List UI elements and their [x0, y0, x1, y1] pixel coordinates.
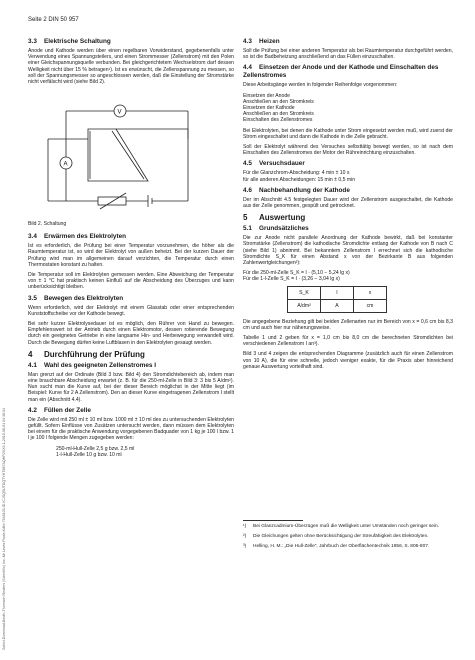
footnote-mark: ²)	[243, 533, 247, 539]
heading-4-2: 4.2 Füllen der Zelle	[28, 406, 91, 414]
step-item: Einsetzen der Kathode	[243, 105, 295, 112]
heading-5: 5 Auswertung	[243, 213, 306, 223]
footnote-mark: ¹)	[243, 524, 247, 529]
circuit-diagram	[28, 89, 234, 229]
figure-caption: Bild 2. Schaltung	[28, 221, 67, 228]
amount-line: 1-l-Hull-Zelle 10 g bzw. 10 ml	[56, 451, 122, 458]
duration-line: für alle anderen Abscheidungen: 15 min ± 0,5 min	[243, 176, 356, 183]
table-cell: S_K	[288, 286, 321, 299]
paragraph: Man grenzt auf der Ordinate (Bild 3 bzw. Bild 4) den Stromdichtebereich ab, indem man eine brauchbare Abscheidung erwartet (z. B. für die 250-ml-Zelle in Bild 3: 3 bis 5 A/dm²). Nun sucht man die Kurve auf, bei der dieser Bereich möglichst in der Mitte liegt (im Beispiel: Kurve für 2 A Zellenstrom). Den an dieser Kurve eingetragenen Zellenstrom I stellt man ein (Abschnitt 4.4).	[28, 371, 234, 403]
page-header: Seite 2 DIN 50 957	[28, 17, 79, 23]
heading-3-4: 3.4 Erwärmen des Elektrolyten	[28, 233, 127, 241]
amount-line: 250-ml-Hull-Zelle 2,5 g bzw. 2,5 ml	[56, 445, 135, 452]
circuit-figure	[28, 89, 234, 229]
paragraph: Die Temperatur soll im Elektrolyten gemessen werden. Eine Abweichung der Temperatur von ± 1 °C hat praktisch keinen Einfluß auf die Abscheidung des Überzuges und kann unberücksichtigt bleiben.	[28, 272, 234, 291]
paragraph: Wenn erforderlich, wird der Elektrolyt mit einem Glasstab oder einer entsprechenden Kunststoffscheibe vor der Kathode bewegt.	[28, 304, 234, 317]
paragraph: Die zur Anode nicht parallele Anordnung der Kathode bewirkt, daß bei konstanter Stromstärke (Zellenstrom) die kathodische Stromdichte entlang der Kathode von B nach C (siehe Bild 1) abnimmt. Bei bekanntem Zellenstrom I errechnet sich die kathodische Stromdichte S_K für einen Abstand x von der Bezirkante B aus folgenden Zahlenwertgleichungen²):	[243, 235, 453, 267]
paragraph: Anode und Kathode werden über einen regelbaren Vorwiderstand, gegebenenfalls unter Verwendung eines Spannungsteilers, und einen Strommesser (Zellenstrom) mit den Polen einer Gleichspannungsquelle verbunden. Bei gleichgerichtetem Wechselstrom darf dessen Welligkeit nicht über 15 % betragen¹). Ist es erwünscht, die Zellenspannung zu messen, so soll der Spannungsmesser so angeschlossen werden, daß die Einstellung der Stromstärke nicht verfälscht wird (siehe Bild 2).	[28, 48, 234, 86]
table-cell: A	[321, 299, 354, 312]
footnote: Die Gleichungen gelten ohne Berücksichtigung der Streufähigkeit des Elektrolyten.	[253, 533, 429, 539]
watermark-text: Sofort-Download-Beuth-Thomson Reuters (Scientific) Inc.-Mr Lewis Poole-KdNr.7548103-ID.ICJSQ5UTDQTYHTMI7AQHP2XX3.1-2015-08-01 04:38:04	[2, 407, 6, 650]
footnote-mark: ³)	[243, 543, 247, 549]
footnotes	[243, 520, 453, 553]
step-item: Einschalten des Zellenstromes	[243, 117, 313, 124]
step-list	[243, 93, 453, 124]
heading-3-3: 3.3 Elektrische Schaltung	[28, 38, 111, 45]
heading-3-5: 3.5 Bewegen des Elektrolyten	[28, 294, 124, 302]
right-column	[243, 38, 453, 374]
formula: Für die 250-ml-Zelle S_K = I · (5,10 − 5,24 lg x)	[243, 270, 350, 277]
footnote: Helling, H. M.: „Die Hull-Zelle“, Jahrbuch der Oberflächentechnik 1956, S. 805-807.	[253, 543, 430, 549]
footnote-rule	[243, 520, 303, 521]
paragraph: Bei sehr kurzer Elektrolysedauer ist es möglich, den Rührer von Hand zu bewegen. Empfehlenswert ist der Antrieb durch einen Elektromotor, dessen rotierende Bewegung durch ein geeignetes Getriebe in eine langsame Hin- und Herbewegung verwandelt wird. Durch die Bewegung dürfen keine Luftblasen in den Elektrolyten gesaugt werden.	[28, 321, 234, 346]
paragraph: Soll der Elektrolyt während des Versuches selbsttätig bewegt werden, so ist nach dem Einschalten des Zellenstromes der Motor der Rühreinrichtung einzuschalten.	[243, 144, 453, 157]
paragraph: Die Zelle wird mit 250 ml ± 10 ml bzw. 1000 ml ± 10 ml des zu untersuchenden Elektrolyten gefüllt. Sofern Einflüsse von Zusätzen untersucht werden, dann müssen dem Elektrolyten bei einem für die praktische Anwendung vorgegebenen Badquader von 1 kg je 100 l bzw. 1 l je 100 l folgende Mengen zugegeben werden:	[28, 416, 234, 442]
paragraph: Diese Arbeitsgänge werden in folgender Reihenfolge vorgenommen:	[243, 82, 398, 89]
rheostat-icon	[98, 197, 126, 205]
paragraph: Soll die Prüfung bei einer anderen Temperatur als bei Raumtemperatur durchgeführt werden, so ist die Badbeheizung anschließend an das Füllen einzuschalten.	[243, 48, 453, 61]
paragraph: Ist es erforderlich, die Prüfung bei einer Temperatur vorzunehmen, die höher als die Raumtemperatur ist, so wird der Elektrolyt von außen beheizt. Bei der kurzen Dauer der Prüfung wird man im allgemeinen darauf verzichten, die Temperatur durch einen Thermostaten konstant zu halten.	[28, 243, 234, 268]
paragraph: Bild 3 und 4 zeigen die entsprechenden Diagramme (zusätzlich auch für einen Zellenstrom von 10 A), die für eine schnelle, jedoch weniger exakte, für die Praxis aber hinreichend genaue Auswertung vorteilhaft sind.	[243, 351, 453, 370]
formula: Für die 1-l-Zelle S_K = I · (3,26 − 3,04 lg x)	[243, 276, 340, 283]
heading-4-5: 4.5 Versuchsdauer	[243, 160, 305, 168]
duration-line: Für die Glanzchrom-Abscheidung: 4 min ± 10 s	[243, 170, 350, 177]
paragraph: Der im Abschnitt 4.5 festgelegten Dauer wird der Zellenstrom ausgeschaltet, die Kathode aus der Zelle genommen, gespült und getrocknet.	[243, 196, 453, 210]
left-column	[28, 38, 234, 458]
heading-4-3: 4.3 Heizen	[243, 38, 280, 45]
step-item: Anschließen an den Stromkreis	[243, 111, 314, 118]
table-cell: A/dm²	[288, 299, 321, 312]
step-item: Einsetzen der Anode	[243, 92, 291, 99]
heading-4: 4 Durchführung der Prüfung	[28, 349, 145, 359]
table-cell: I	[321, 286, 354, 299]
ammeter-label: A	[63, 161, 68, 168]
footnote: Bei Glanzcadmium-Überzügen muß die Welligkeit unter Umständen noch geringer sein.	[253, 524, 440, 529]
table-cell: cm	[354, 299, 387, 312]
heading-4-4: 4.4 Einsetzen der Anode und der Kathode und Einschalten des Zellenstromes	[243, 64, 439, 80]
units-table	[287, 286, 387, 313]
heading-4-1: 4.1 Wahl des geeigneten Zellenstromes I	[28, 361, 156, 369]
heading-5-1: 5.1 Grundsätzliches	[243, 225, 309, 233]
vertical-watermark	[2, 90, 12, 650]
step-item: Anschließen an den Stromkreis	[243, 98, 314, 105]
table-cell: x	[354, 286, 387, 299]
paragraph: Tabelle 1 und 2 geben für x = 1,0 cm bis 8,0 cm die berechneten Stromdichten bei verschiedenen Zellenstrom I an³).	[243, 335, 453, 348]
heading-4-6: 4.6 Nachbehandlung der Kathode	[243, 186, 350, 194]
paragraph: Bei Elektrolyten, bei denen die Kathode unter Strom eingesetzt werden muß, wird zuerst der Strom eingeschaltet und dann die Kathode in die Zelle gebracht.	[243, 127, 453, 140]
voltmeter-label: V	[117, 109, 122, 116]
paragraph: Die angegebene Beziehung gilt bei beiden Zellenarten nur im Bereich von x = 0,6 cm bis 8,3 cm und auch hier nur näherungsweise.	[243, 318, 453, 331]
